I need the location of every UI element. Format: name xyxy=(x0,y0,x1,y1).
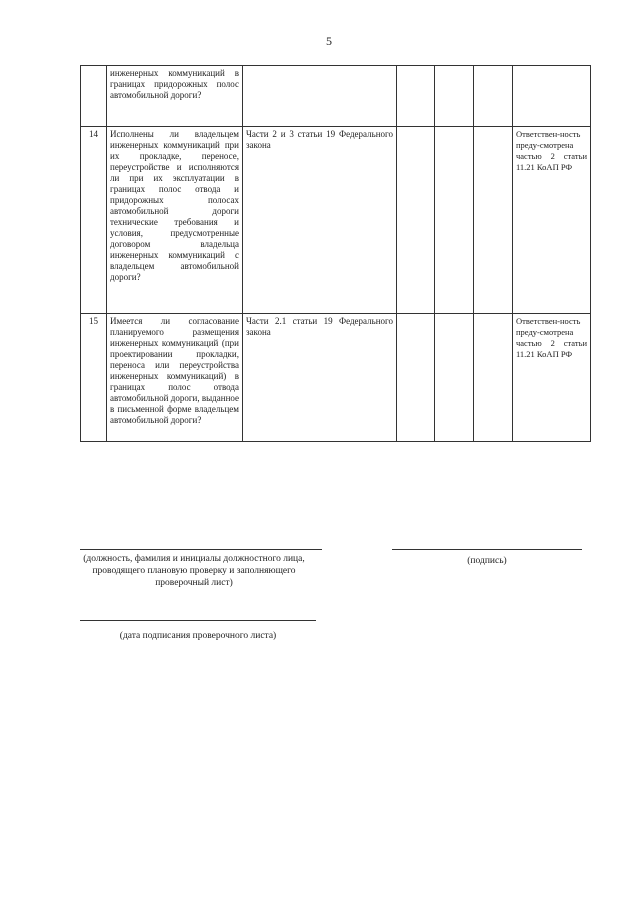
answer-no-cell xyxy=(435,66,474,127)
signature-caption: (подпись) xyxy=(467,556,507,566)
row-number-cell: 14 xyxy=(81,127,107,314)
row-number-cell xyxy=(81,66,107,127)
date-caption: (дата подписания проверочного листа) xyxy=(119,631,277,641)
answer-yes-cell xyxy=(397,314,435,442)
answer-yes-cell xyxy=(397,66,435,127)
answer-na-cell xyxy=(474,314,513,442)
legal-basis-cell: Части 2 и 3 статьи 19 Федерального закона xyxy=(243,127,397,314)
legal-basis-cell: Части 2.1 статьи 19 Федерального закона xyxy=(243,314,397,442)
answer-na-cell xyxy=(474,127,513,314)
answer-na-cell xyxy=(474,66,513,127)
table-row xyxy=(81,127,591,314)
question-cell: Имеется ли согласование планируемого размещения инженерных коммуникаций (при проектировании прокладки, переноса или переустройства инженерных коммуникаций) в границах полос отвода автомобильной дороги, выданное в письменной форме владельцем автомобильной дороги? xyxy=(107,314,243,442)
responsibility-cell: Ответствен-ность преду-смотрена частью 2 статьи 11.21 КоАП РФ xyxy=(513,127,591,314)
table-row xyxy=(81,66,591,127)
responsibility-cell: Ответствен-ность преду-смотрена частью 2 статьи 11.21 КоАП РФ xyxy=(513,314,591,442)
checklist-table xyxy=(80,65,591,442)
position-signature-line xyxy=(80,549,322,550)
position-caption: (должность, фамилия и инициалы должностного лица, проводящего плановую проверку и заполняющего проверочный лист) xyxy=(83,554,305,588)
table-row xyxy=(81,314,591,442)
question-cell: Исполнены ли владельцем инженерных коммуникаций при их прокладке, переносе, переустройстве и исполняются ли при их эксплуатации в границах полос отвода и придорожных полосах автомобильной дороги технические требования и условия, предусмотренные договором владельца инженерных коммуникаций с владельцем автомобильной дороги? xyxy=(107,127,243,314)
legal-basis-cell xyxy=(243,66,397,127)
answer-no-cell xyxy=(435,314,474,442)
signature-line xyxy=(392,549,582,550)
answer-no-cell xyxy=(435,127,474,314)
date-line xyxy=(80,620,316,621)
row-number-cell: 15 xyxy=(81,314,107,442)
question-cell: инженерных коммуникаций в границах придорожных полос автомобильной дороги? xyxy=(107,66,243,127)
responsibility-cell xyxy=(513,66,591,127)
page-number: 5 xyxy=(326,34,332,48)
answer-yes-cell xyxy=(397,127,435,314)
